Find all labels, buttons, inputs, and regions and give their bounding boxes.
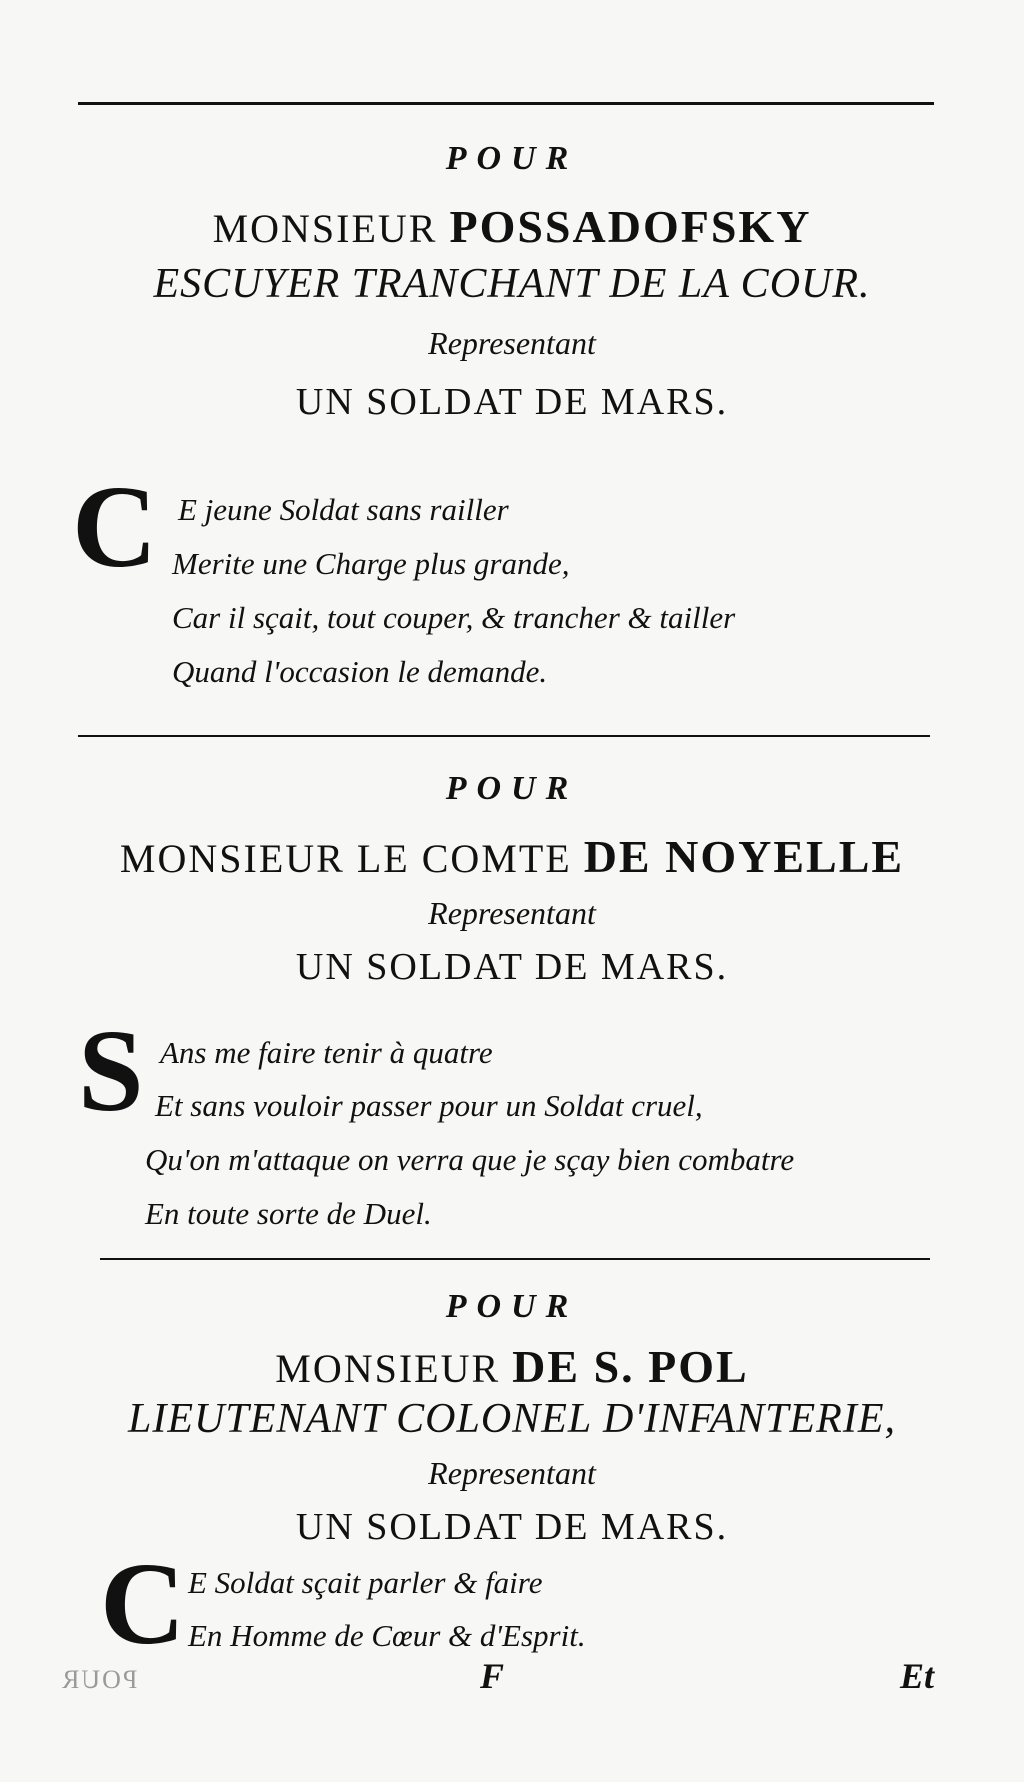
name-prefix-3: MONSIEUR <box>275 1346 501 1391</box>
pour-heading-2: POUR <box>445 770 579 807</box>
verse-line: Et sans vouloir passer pour un Soldat cruel, <box>155 1088 703 1123</box>
bleed-through-text: POUR <box>60 1665 138 1694</box>
top-rule <box>78 102 934 105</box>
role-3: UN SOLDAT DE MARS. <box>295 1506 729 1548</box>
verse-line: En Homme de Cœur & d'Esprit. <box>188 1618 586 1653</box>
verse-line: Qu'on m'attaque on verra que je sçay bien combatre <box>145 1142 795 1177</box>
dropcap-2: S <box>78 1005 144 1136</box>
dedicatee-title-3: LIEUTENANT COLONEL D'INFANTERIE, <box>128 1396 896 1442</box>
verse-line: Ans me faire tenir à quatre <box>160 1035 493 1070</box>
name-prefix-2: MONSIEUR LE COMTE <box>119 836 572 881</box>
representant-2: Representant <box>428 895 596 931</box>
name-prefix-1: MONSIEUR <box>212 206 438 251</box>
section-rule-2 <box>100 1258 930 1260</box>
name-main-1: POSSADOFSKY <box>449 201 812 252</box>
verse-line: Quand l'occasion le demande. <box>172 654 548 689</box>
dropcap-1: C <box>72 461 158 592</box>
section-rule-1 <box>78 735 930 737</box>
representant-1: Representant <box>428 325 596 361</box>
role-1: UN SOLDAT DE MARS. <box>295 381 729 423</box>
dedicatee-name-2 <box>0 830 1024 883</box>
verse-line: Merite une Charge plus grande, <box>172 546 570 581</box>
name-main-2: DE NOYELLE <box>583 831 905 882</box>
signature-mark: F <box>480 1656 505 1696</box>
pour-heading-3: POUR <box>445 1288 579 1325</box>
dedicatee-name-1 <box>0 200 1024 253</box>
name-main-3: DE S. POL <box>512 1341 749 1392</box>
representant-3: Representant <box>428 1455 596 1491</box>
dedicatee-title-1: ESCUYER TRANCHANT DE LA COUR. <box>153 261 871 307</box>
catchword: Et <box>900 1656 935 1696</box>
verse-line: E Soldat sçait parler & faire <box>188 1565 543 1600</box>
pour-heading-1: POUR <box>445 140 579 177</box>
verse-line: En toute sorte de Duel. <box>145 1196 432 1231</box>
verse-line: Car il sçait, tout couper, & trancher & tailler <box>172 600 736 635</box>
role-2: UN SOLDAT DE MARS. <box>295 946 729 988</box>
dropcap-3: C <box>100 1538 186 1669</box>
verse-line: E jeune Soldat sans railler <box>178 492 509 527</box>
dedicatee-name-3 <box>0 1340 1024 1393</box>
